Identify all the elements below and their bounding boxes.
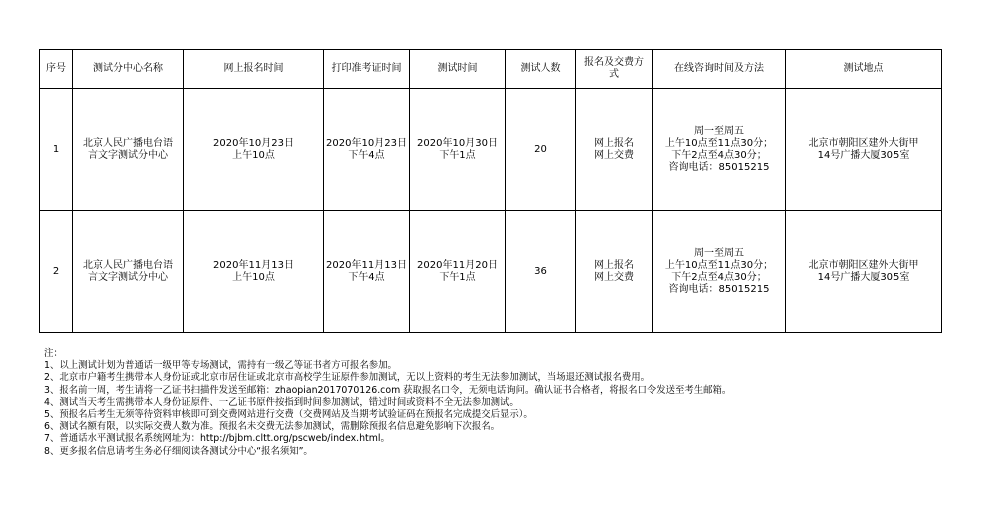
cell-count: 36 <box>506 211 576 333</box>
note-item: 5、预报名后考生无须等待资料审核即可到交费网站进行交费（交费网站及当期考试验证码在预报名完成提交后显示）。 <box>44 408 533 420</box>
header-center: 测试分中心名称 <box>73 50 184 89</box>
header-consult: 在线咨询时间及方法 <box>653 50 786 89</box>
header-count: 测试人数 <box>506 50 576 89</box>
note-item: 8、更多报名信息请考生务必仔细阅读各测试分中心“报名须知”。 <box>44 445 313 457</box>
cell-center: 北京人民广播电台语 言文字测试分中心 <box>73 211 184 333</box>
table-row <box>40 89 942 211</box>
header-print-time: 打印准考证时间 <box>324 50 410 89</box>
header-location: 测试地点 <box>786 50 942 89</box>
cell-method: 网上报名 网上交费 <box>576 89 653 211</box>
table-header-row <box>40 50 942 89</box>
cell-location: 北京市朝阳区建外大街甲 14号广播大厦305室 <box>786 211 942 333</box>
test-schedule-table <box>39 49 942 333</box>
cell-consult: 周一至周五 上午10点至11点30分； 下午2点至4点30分； 咨询电话：85015215 <box>653 89 786 211</box>
cell-test-time: 2020年10月30日 下午1点 <box>410 89 506 211</box>
cell-count: 20 <box>506 89 576 211</box>
cell-location: 北京市朝阳区建外大街甲 14号广播大厦305室 <box>786 89 942 211</box>
table-row <box>40 211 942 333</box>
cell-print-time: 2020年11月13日 下午4点 <box>324 211 410 333</box>
note-item: 7、普通话水平测试报名系统网址为：http://bjbm.cltt.org/pscweb/index.html。 <box>44 433 390 445</box>
header-method: 报名及交费方 式 <box>576 50 653 89</box>
note-item: 4、测试当天考生需携带本人身份证原件、一乙证书原件按指到时间参加测试，错过时间或资料不全无法参加测试。 <box>44 396 519 408</box>
cell-no: 2 <box>40 211 73 333</box>
note-item: 1、以上测试计划为普通话一级甲等专场测试，需持有一级乙等证书者方可报名参加。 <box>44 360 397 372</box>
header-test-time: 测试时间 <box>410 50 506 89</box>
cell-no: 1 <box>40 89 73 211</box>
cell-reg-time: 2020年10月23日 上午10点 <box>184 89 324 211</box>
header-no: 序号 <box>40 50 73 89</box>
cell-consult: 周一至周五 上午10点至11点30分； 下午2点至4点30分； 咨询电话：85015215 <box>653 211 786 333</box>
cell-method: 网上报名 网上交费 <box>576 211 653 333</box>
header-reg-time: 网上报名时间 <box>184 50 324 89</box>
cell-test-time: 2020年11月20日 下午1点 <box>410 211 506 333</box>
cell-center: 北京人民广播电台语 言文字测试分中心 <box>73 89 184 211</box>
notes-section <box>44 348 731 458</box>
note-item: 2、北京市户籍考生携带本人身份证或北京市居住证或北京市高校学生证原件参加测试，无以上资料的考生无法参加测试，当场退还测试报名费用。 <box>44 372 650 384</box>
cell-print-time: 2020年10月23日 下午4点 <box>324 89 410 211</box>
cell-reg-time: 2020年11月13日 上午10点 <box>184 211 324 333</box>
note-item: 3、报名前一周，考生请将一乙证书扫描件发送至邮箱：zhaopian2017070126.com 获取报名口令，无须电话询问。确认证书合格者，将报名口令发送至考生邮箱。 <box>44 384 732 396</box>
notes-title: 注： <box>44 348 63 359</box>
note-item: 6、测试名额有限，以实际交费人数为准。预报名未交费无法参加测试，需删除预报名信息避免影响下次报名。 <box>44 421 500 433</box>
